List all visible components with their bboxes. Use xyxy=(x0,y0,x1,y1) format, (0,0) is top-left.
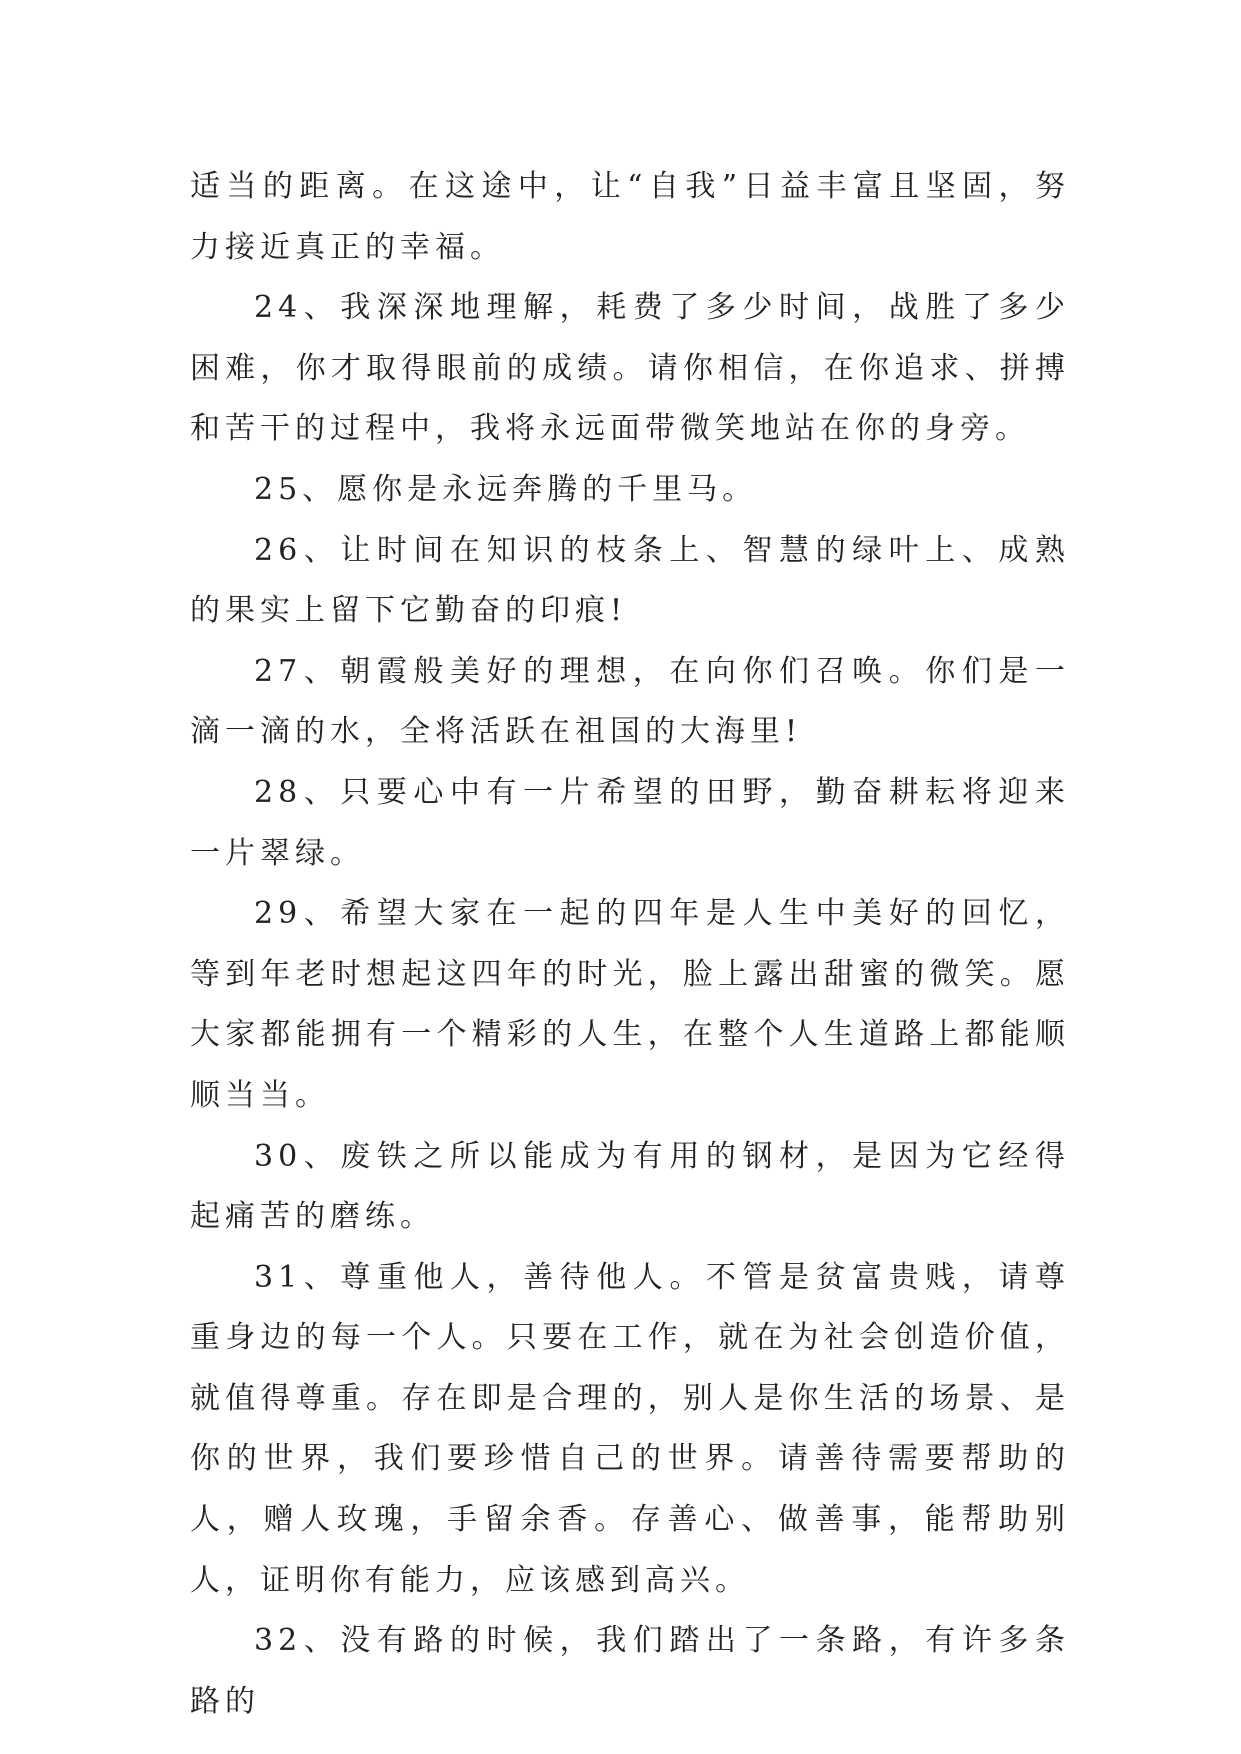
paragraph-31: 31、尊重他人，善待他人。不管是贫富贵贱，请尊重身边的每一个人。只要在工作，就在为社会创造价值，就值得尊重。存在即是合理的，别人是你生活的场景、是你的世界，我们要珍惜自己的世界。请善待需要帮助的人，赠人玫瑰，手留余香。存善心、做善事，能帮助别人，证明你有能力，应该感到高兴。 xyxy=(190,1259,1070,1598)
paragraph-26: 26、让时间在知识的枝条上、智慧的绿叶上、成熟的果实上留下它勤奋的印痕! xyxy=(190,532,1070,629)
paragraph-25: 25、愿你是永远奔腾的千里马。 xyxy=(254,471,758,507)
paragraph-29: 29、希望大家在一起的四年是人生中美好的回忆，等到年老时想起这四年的时光，脸上露出甜蜜的微笑。愿大家都能拥有一个精彩的人生，在整个人生道路上都能顺顺当当。 xyxy=(190,896,1070,1113)
paragraph-continuation: 适当的距离。在这途中，让“自我”日益丰富且坚固，努力接近真正的幸福。 xyxy=(190,169,1070,265)
body-text xyxy=(190,157,1070,1732)
paragraph-30: 30、废铁之所以能成为有用的钢材，是因为它经得起痛苦的磨练。 xyxy=(190,1138,1070,1235)
paragraph-27: 27、朝霞般美好的理想，在向你们召唤。你们是一滴一滴的水，全将活跃在祖国的大海里! xyxy=(190,653,1070,750)
paragraph-24: 24、我深深地理解，耗费了多少时间，战胜了多少困难，你才取得眼前的成绩。请你相信，在你追求、拼搏和苦干的过程中，我将永远面带微笑地站在你的身旁。 xyxy=(190,290,1070,447)
paragraph-32: 32、没有路的时候，我们踏出了一条路，有许多条路的 xyxy=(190,1623,1070,1719)
paragraph-28: 28、只要心中有一片希望的田野，勤奋耕耘将迎来一片翠绿。 xyxy=(190,774,1070,871)
